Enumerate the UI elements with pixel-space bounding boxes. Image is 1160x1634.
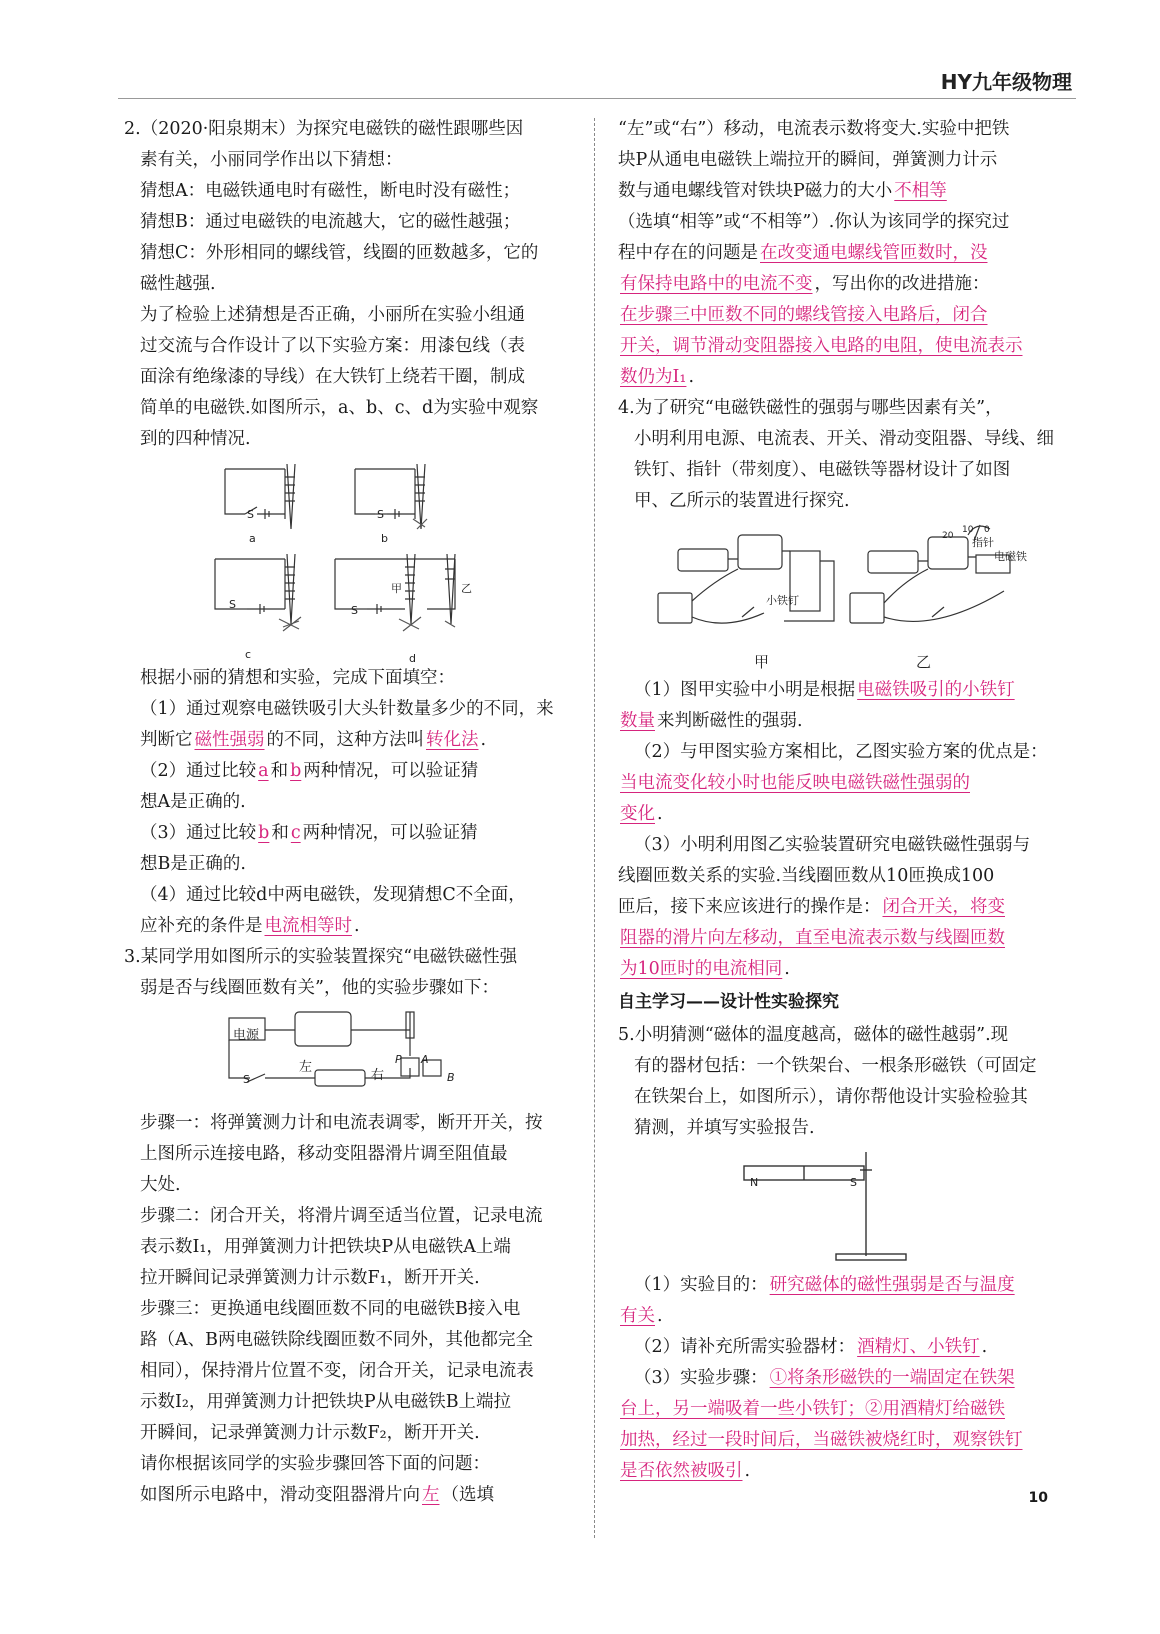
fig-label-jia: 甲 xyxy=(754,653,770,671)
q5-sub1-line1: （1）实验目的： 研究磁体的磁性强弱是否与温度 xyxy=(634,1275,1015,1295)
answer-blank: 磁性强弱 xyxy=(194,730,265,750)
q4-line: 甲、乙所示的装置进行探究. xyxy=(634,491,850,511)
q4-sub1-line1: （1）图甲实验中小明是根据 电磁铁吸引的小铁钉 xyxy=(634,680,1015,700)
q3-line: 3.某同学用如图所示的实验装置探究“电磁铁磁性强 xyxy=(124,947,518,967)
answer-blank: 电流相等时 xyxy=(264,916,352,936)
fig-label-yi: 乙 xyxy=(461,582,472,595)
q4-sub3-line1: （3）小明利用图乙实验装置研究电磁铁磁性强弱与 xyxy=(634,835,1031,855)
q2-line: 猜想B：通过电磁铁的电流越大，它的磁性越强； xyxy=(140,212,521,232)
answer-blank: 阻器的滑片向左移动，直至电流表示数与线圈匝数 xyxy=(620,928,1005,948)
q2-line: 过交流与合作设计了以下实验方案：用漆包线（表 xyxy=(140,336,525,356)
fig-label-switch: S xyxy=(229,598,236,611)
answer-blank: 台上，另一端吸着一些小铁钉；②用酒精灯给磁铁 xyxy=(620,1399,1005,1419)
q2-line: 磁性越强. xyxy=(140,274,216,294)
q3c-line: （选填“相等”或“不相等”）.你认为该同学的探究过 xyxy=(618,212,1010,232)
q5-sub3-line4: 是否依然被吸引 . xyxy=(620,1461,751,1481)
q2-line: 猜想A：电磁铁通电时有磁性，断电时没有磁性； xyxy=(140,181,521,201)
q5-sub2: （2）请补充所需实验器材： 酒精灯、小铁钉 . xyxy=(634,1337,988,1357)
q4-line: 4.为了研究“电磁铁磁性的强弱与哪些因素有关”， xyxy=(618,398,1003,418)
q5-line: 在铁架台上，如图所示），请你帮他设计实验检验其 xyxy=(634,1087,1028,1107)
question-3-continued xyxy=(618,114,1070,393)
q3c-line: “左”或“右”）移动，电流表示数将变大.实验中把铁 xyxy=(618,119,1010,139)
q2-intro: 根据小丽的猜想和实验，完成下面填空： xyxy=(140,668,455,688)
answer-blank: 在改变通电螺线管匝数时，没 xyxy=(760,243,988,263)
right-column xyxy=(618,114,1070,1487)
page-number: 10 xyxy=(1028,1490,1048,1506)
fig-label-switch: S xyxy=(351,604,358,617)
q4-line: 铁钉、指针（带刻度）、电磁铁等器材设计了如图 xyxy=(634,460,1011,480)
fig-label-right: 右 xyxy=(371,1068,385,1083)
answer-blank: 是否依然被吸引 xyxy=(620,1461,743,1481)
q4-sub2-line2 xyxy=(618,768,1070,799)
answer-blank: 开关，调节滑动变阻器接入电路的电阻，使电流表示 xyxy=(620,336,1023,356)
answer-blank: c xyxy=(290,823,301,843)
q3-step: 步骤一：将弹簧测力计和电流表调零，断开开关，按 xyxy=(140,1113,543,1133)
q2-sub2-line1: （2）通过比较 a 和 b 两种情况，可以验证猜 xyxy=(140,761,479,781)
magnet-pole-n: N xyxy=(750,1176,759,1189)
fig-label-power: 电源 xyxy=(233,1028,260,1043)
q5-line: 猜测，并填写实验报告. xyxy=(634,1118,815,1138)
q2-line: 到的四种情况. xyxy=(140,429,251,449)
q3-step: 表示数I₁，用弹簧测力计把铁块P从电磁铁A上端 xyxy=(140,1237,511,1257)
answer-blank: ①将条形磁铁的一端固定在铁架 xyxy=(769,1368,1015,1388)
figure-jia-yi-apparatus xyxy=(654,521,1034,671)
q3-step: 相同），保持滑片位置不变，闭合开关，记录电流表 xyxy=(140,1361,534,1381)
q5-sub3-line3 xyxy=(618,1425,1070,1456)
q5-line: 5.小明猜测“磁体的温度越高，磁体的磁性越弱”.现 xyxy=(618,1025,1009,1045)
figure-electromagnet-abcd xyxy=(205,459,495,665)
q5-sub1-line2: 有关 . xyxy=(620,1306,663,1326)
q2-line: 面涂有绝缘漆的导线）在大铁钉上绕若干圈，制成 xyxy=(140,367,525,387)
fig-label-a: a xyxy=(249,532,256,545)
left-column xyxy=(124,114,576,1511)
q4-sub2-line3: 变化 . xyxy=(620,804,663,824)
answer-blank: b xyxy=(258,823,270,843)
answer-blank: 数量 xyxy=(620,711,655,731)
electromagnet-circuits-drawing xyxy=(205,459,495,659)
q3c-line: 有保持电路中的电流不变 ，写出你的改进措施： xyxy=(620,274,990,294)
q4-sub3-line3: 匝后，接下来应该进行的操作是： 闭合开关，将变 xyxy=(618,897,1005,917)
iron-stand-magnet-drawing xyxy=(724,1148,964,1266)
scale-tick: 10 xyxy=(962,525,974,535)
q3-line: 弱是否与线圈匝数有关”，他的实验步骤如下： xyxy=(140,978,499,998)
q3c-line: 程中存在的问题是 在改变通电螺线管匝数时，没 xyxy=(618,243,988,263)
page-header xyxy=(118,62,1076,99)
question-5 xyxy=(618,1020,1070,1487)
scale-tick: 0 xyxy=(984,525,990,535)
question-3 xyxy=(124,942,576,1511)
q4-sub3-line2: 线圈匝数关系的实验.当线圈匝数从10匝换成100 xyxy=(618,866,995,886)
answer-blank: b xyxy=(290,761,302,781)
answer-blank: 变化 xyxy=(620,804,655,824)
q4-line: 小明利用电源、电流表、开关、滑动变阻器、导线、细 xyxy=(634,429,1054,449)
question-2 xyxy=(124,114,576,942)
q2-sub4-line2: 应补充的条件是 电流相等时 . xyxy=(140,916,360,936)
q2-sub1-line1: （1）通过观察电磁铁吸引大头针数量多少的不同，来 xyxy=(140,699,554,719)
fig-label-b: b xyxy=(381,532,388,545)
fig-label-switch: S xyxy=(247,508,254,521)
q4-sub3-line5: 为10匝时的电流相同 . xyxy=(620,959,790,979)
fig-label-d: d xyxy=(409,652,416,665)
spring-scale-circuit-drawing xyxy=(225,1008,475,1104)
q5-line: 有的器材包括：一个铁架台、一根条形磁铁（可固定 xyxy=(634,1056,1037,1076)
q2-sub3-line2: 想B是正确的. xyxy=(140,854,246,874)
answer-blank: 在步骤三中匝数不同的螺线管接入电路后，闭合 xyxy=(620,305,988,325)
q5-sub3-line2 xyxy=(618,1394,1070,1425)
fig-label-electromagnet: 电磁铁 xyxy=(994,550,1027,563)
q2-line: 猜想C：外形相同的螺线管，线圈的匝数越多，它的 xyxy=(140,243,539,263)
magnet-pole-s: S xyxy=(850,1176,857,1189)
q4-sub2-line1: （2）与甲图实验方案相比，乙图实验方案的优点是： xyxy=(634,742,1048,762)
q3-step: 步骤三：更换通电线圈匝数不同的电磁铁B接入电 xyxy=(140,1299,521,1319)
q2-sub4-line1: （4）通过比较d中两电磁铁，发现猜想C不全面， xyxy=(140,885,526,905)
q3-step: 示数I₂，用弹簧测力计把铁块P从电磁铁B上端拉 xyxy=(140,1392,512,1412)
q2-line: 为了检验上述猜想是否正确，小丽所在实验小组通 xyxy=(140,305,525,325)
answer-blank: 研究磁体的磁性强弱是否与温度 xyxy=(769,1275,1015,1295)
answer-blank: 转化法 xyxy=(426,730,479,750)
fig-label-needle: 指针 xyxy=(972,536,994,549)
q3c-line: 数与通电螺线管对铁块P磁力的大小 不相等 xyxy=(618,181,947,201)
answer-blank: 酒精灯、小铁钉 xyxy=(857,1337,980,1357)
header-title: HY九年级物理 xyxy=(940,70,1072,94)
q3-last-line: 如图所示电路中，滑动变阻器滑片向 左 （选填 xyxy=(140,1485,494,1505)
column-divider xyxy=(594,118,595,1538)
answer-blank: 左 xyxy=(422,1485,440,1505)
q3-step: 路（A、B两电磁铁除线圈匝数不同外，其他都完全 xyxy=(140,1330,533,1350)
figure-iron-stand-magnet xyxy=(724,1148,964,1266)
q2-line: 素有关，小丽同学作出以下猜想： xyxy=(140,150,403,170)
scale-tick: 20 xyxy=(942,531,954,541)
q2-sub1-line2: 判断它 磁性强弱 的不同，这种方法叫 转化法 . xyxy=(140,730,487,750)
q3c-line: 块P从通电电磁铁上端拉开的瞬间，弹簧测力计示 xyxy=(618,150,998,170)
q5-sub3-line1: （3）实验步骤： ①将条形磁铁的一端固定在铁架 xyxy=(634,1368,1015,1388)
q3c-line xyxy=(618,331,1070,362)
question-4 xyxy=(618,393,1070,985)
q3-step: 开瞬间，记录弹簧测力计示数F₂，断开开关. xyxy=(140,1423,480,1443)
q4-sub1-line2: 数量 来判断磁性的强弱. xyxy=(620,711,803,731)
answer-blank: 当电流变化较小时也能反映电磁铁磁性强弱的 xyxy=(620,773,970,793)
answer-blank: 加热，经过一段时间后，当磁铁被烧红时，观察铁钉 xyxy=(620,1430,1023,1450)
answer-blank: 闭合开关，将变 xyxy=(882,897,1005,917)
fig-label-p: P xyxy=(395,1053,402,1066)
fig-label-a: A xyxy=(421,1053,429,1066)
figure-spring-scale-circuit xyxy=(225,1008,475,1104)
fig-label-switch: S xyxy=(377,508,384,521)
answer-blank: 有保持电路中的电流不变 xyxy=(620,274,813,294)
fig-label-yi: 乙 xyxy=(916,653,932,671)
q3-step: 拉开瞬间记录弹簧测力计示数F₁，断开开关. xyxy=(140,1268,480,1288)
answer-blank: 为10匝时的电流相同 xyxy=(620,959,783,979)
fig-label-jia: 甲 xyxy=(391,582,402,595)
answer-blank: 数仍为I₁ xyxy=(620,367,687,387)
q3c-line xyxy=(618,300,1070,331)
fig-label-c: c xyxy=(245,648,252,661)
fig-label-left: 左 xyxy=(299,1060,313,1075)
fig-label-b: B xyxy=(447,1071,455,1084)
answer-blank: a xyxy=(258,761,269,781)
q3-step: 上图所示连接电路，移动变阻器滑片调至阻值最 xyxy=(140,1144,508,1164)
answer-blank: 电磁铁吸引的小铁钉 xyxy=(857,680,1015,700)
section-title: 自主学习——设计性实验探究 xyxy=(618,992,839,1012)
q2-sub3-line1: （3）通过比较 b 和 c 两种情况，可以验证猜 xyxy=(140,823,478,843)
q3-step: 步骤二：闭合开关，将滑片调至适当位置，记录电流 xyxy=(140,1206,543,1226)
answer-blank: 不相等 xyxy=(894,181,947,201)
q3c-line: 数仍为I₁ . xyxy=(620,367,695,387)
fig-label-nail: 小铁钉 xyxy=(766,594,799,607)
q4-sub3-line4 xyxy=(618,923,1070,954)
q2-line: 简单的电磁铁.如图所示，a、b、c、d为实验中观察 xyxy=(140,398,539,418)
fig-label-switch: S xyxy=(243,1073,250,1086)
answer-blank: 有关 xyxy=(620,1306,655,1326)
q2-sub2-line2: 想A是正确的. xyxy=(140,792,246,812)
q2-line: 2.（2020·阳泉期末）为探究电磁铁的磁性跟哪些因 xyxy=(124,119,524,139)
q3-step: 大处. xyxy=(140,1175,181,1195)
q3-step: 请你根据该同学的实验步骤回答下面的问题： xyxy=(140,1454,490,1474)
